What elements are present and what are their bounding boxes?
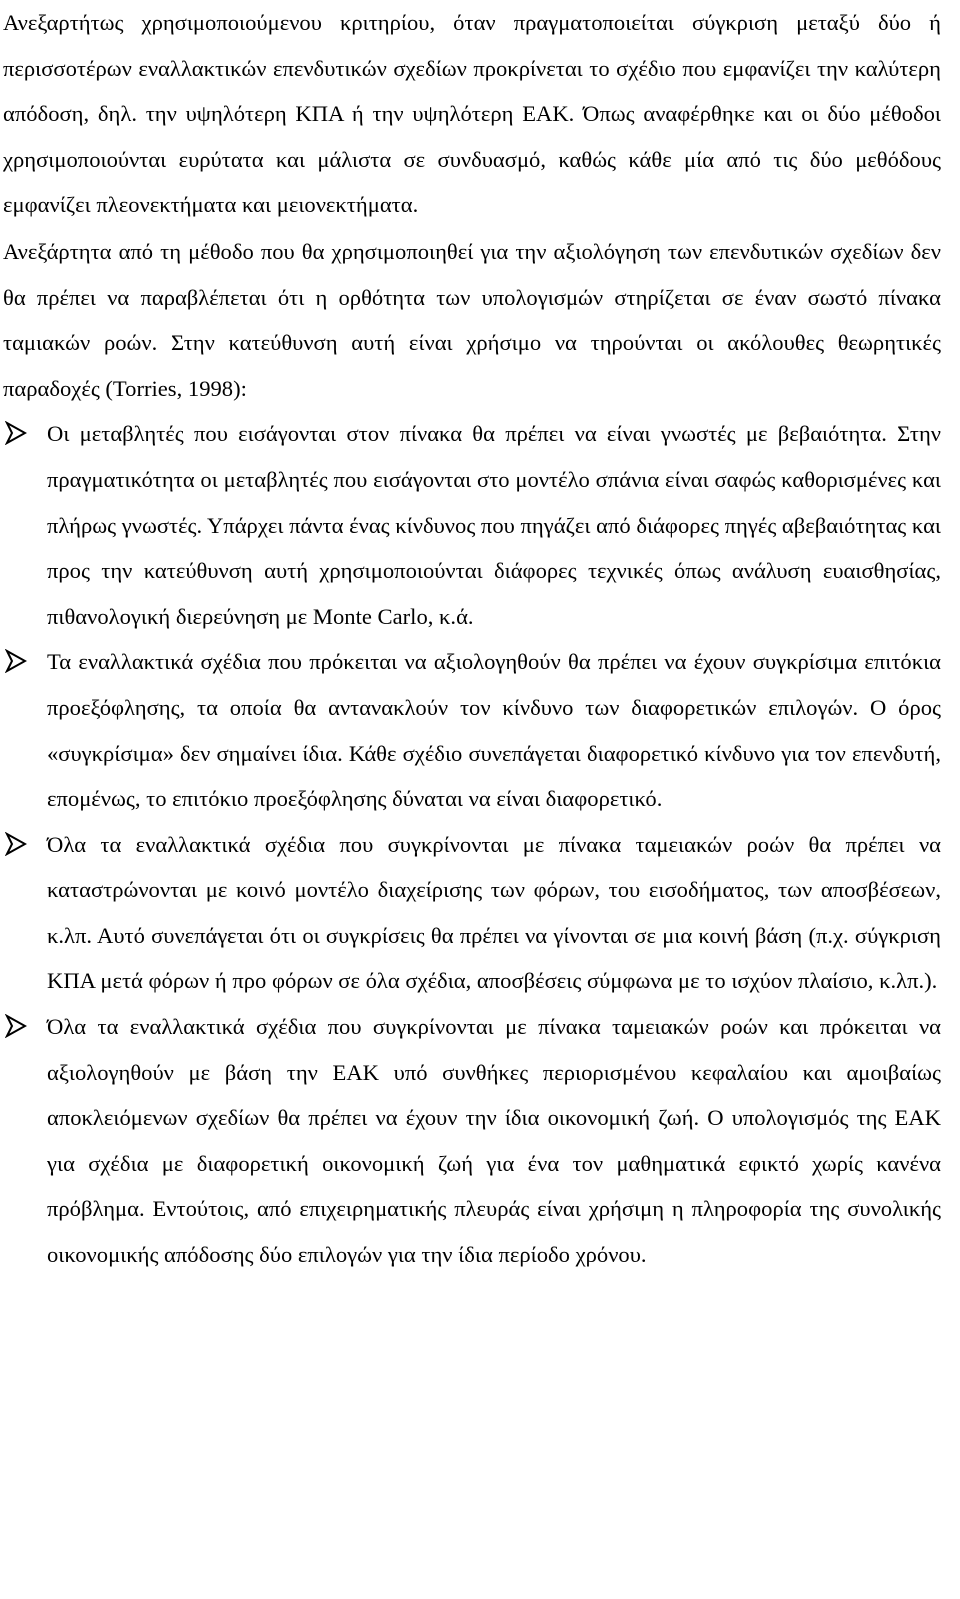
arrowhead-bullet-icon: [5, 1014, 27, 1038]
arrowhead-bullet-icon: [5, 832, 27, 856]
assumptions-list: [3, 411, 941, 1277]
arrowhead-bullet-icon: [5, 421, 27, 445]
list-item: [3, 411, 941, 639]
list-item-text: Τα εναλλακτικά σχέδια που πρόκειται να αξιολογηθούν θα πρέπει να έχουν συγκρίσιμα επιτόκια προεξόφλησης, τα οποία θα αντανακλούν τον κίνδυνο των διαφορετικών επιλογών. Ο όρος «συγκρίσιμα» δεν σημαίνει ίδια. Κάθε σχέδιο συνεπάγεται διαφορετικό κίνδυνο για τον επενδυτή, επομένως, το επιτόκιο προεξόφλησης δύναται να είναι διαφορετικό.: [47, 649, 941, 812]
list-item-text: Οι μεταβλητές που εισάγονται στον πίνακα θα πρέπει να είναι γνωστές με βεβαιότητα. Στην πραγματικότητα οι μεταβλητές που εισάγονται στο μοντέλο σπάνια είναι σαφώς καθορισμένες και πλήρως γνωστές. Υπάρχει πάντα ένας κίνδυνος που πηγάζει από διάφορες πηγές αβεβαιότητας και προς την κατεύθυνση αυτή χρησιμοποιούνται διάφορες τεχνικές όπως ανάλυση ευαισθησίας, πιθανολογική διερεύνηση με Monte Carlo, κ.ά.: [47, 421, 941, 629]
list-item: [3, 639, 941, 821]
assumptions-paragraph: Ανεξάρτητα από τη μέθοδο που θα χρησιμοποιηθεί για την αξιολόγηση των επενδυτικών σχεδίων δεν θα πρέπει να παραβλέπεται ότι η ορθότητα των υπολογισμών στηρίζεται σε έναν σωστό πίνακα ταμιακών ροών. Στην κατεύθυνση αυτή είναι χρήσιμο να τηρούνται οι ακόλουθες θεωρητικές παραδοχές (Torries, 1998):: [3, 238, 941, 401]
intro-paragraph: Ανεξαρτήτως χρησιμοποιούμενου κριτηρίου, όταν πραγματοποιείται σύγκριση μεταξύ δύο ή περισσοτέρων εναλλακτικών επενδυτικών σχεδίων προκρίνεται το σχέδιο που εμφανίζει την καλύτερη απόδοση, δηλ. την υψηλότερη ΚΠΑ ή την υψηλότερη ΕΑΚ. Όπως αναφέρθηκε και οι δύο μέθοδοι χρησιμοποιούνται ευρύτατα και μάλιστα σε συνδυασμό, καθώς κάθε μία από τις δύο μεθόδους εμφανίζει πλεονεκτήματα και μειονεκτήματα.: [3, 10, 941, 218]
list-item: [3, 822, 941, 1004]
list-item-text: Όλα τα εναλλακτικά σχέδια που συγκρίνονται με πίνακα ταμειακών ροών και πρόκειται να αξιολογηθούν με βάση την ΕΑΚ υπό συνθήκες περιορισμένου κεφαλαίου και αμοιβαίως αποκλειόμενων σχεδίων θα πρέπει να έχουν την ίδια οικονομική ζωή. Ο υπολογισμός της ΕΑΚ για σχέδια με διαφορετική οικονομική ζωή για ένα τον μαθηματικά εφικτό χωρίς κανένα πρόβλημα. Εντούτοις, από επιχειρηματικής πλευράς είναι χρήσιμη η πληροφορία της συνολικής οικονομικής απόδοσης δύο επιλογών για την ίδια περίοδο χρόνου.: [47, 1014, 941, 1268]
document-page: [3, 0, 941, 1278]
list-item: [3, 1004, 941, 1278]
arrowhead-bullet-icon: [5, 649, 27, 673]
list-item-text: Όλα τα εναλλακτικά σχέδια που συγκρίνονται με πίνακα ταμειακών ροών θα πρέπει να καταστρώνονται με κοινό μοντέλο διαχείρισης των φόρων, του εισοδήματος, των αποσβέσεων, κ.λπ. Αυτό συνεπάγεται ότι οι συγκρίσεις θα πρέπει να γίνονται σε μια κοινή βάση (π.χ. σύγκριση ΚΠΑ μετά φόρων ή προ φόρων σε όλα σχέδια, αποσβέσεις σύμφωνα με το ισχύον πλαίσιο, κ.λπ.).: [47, 831, 941, 994]
